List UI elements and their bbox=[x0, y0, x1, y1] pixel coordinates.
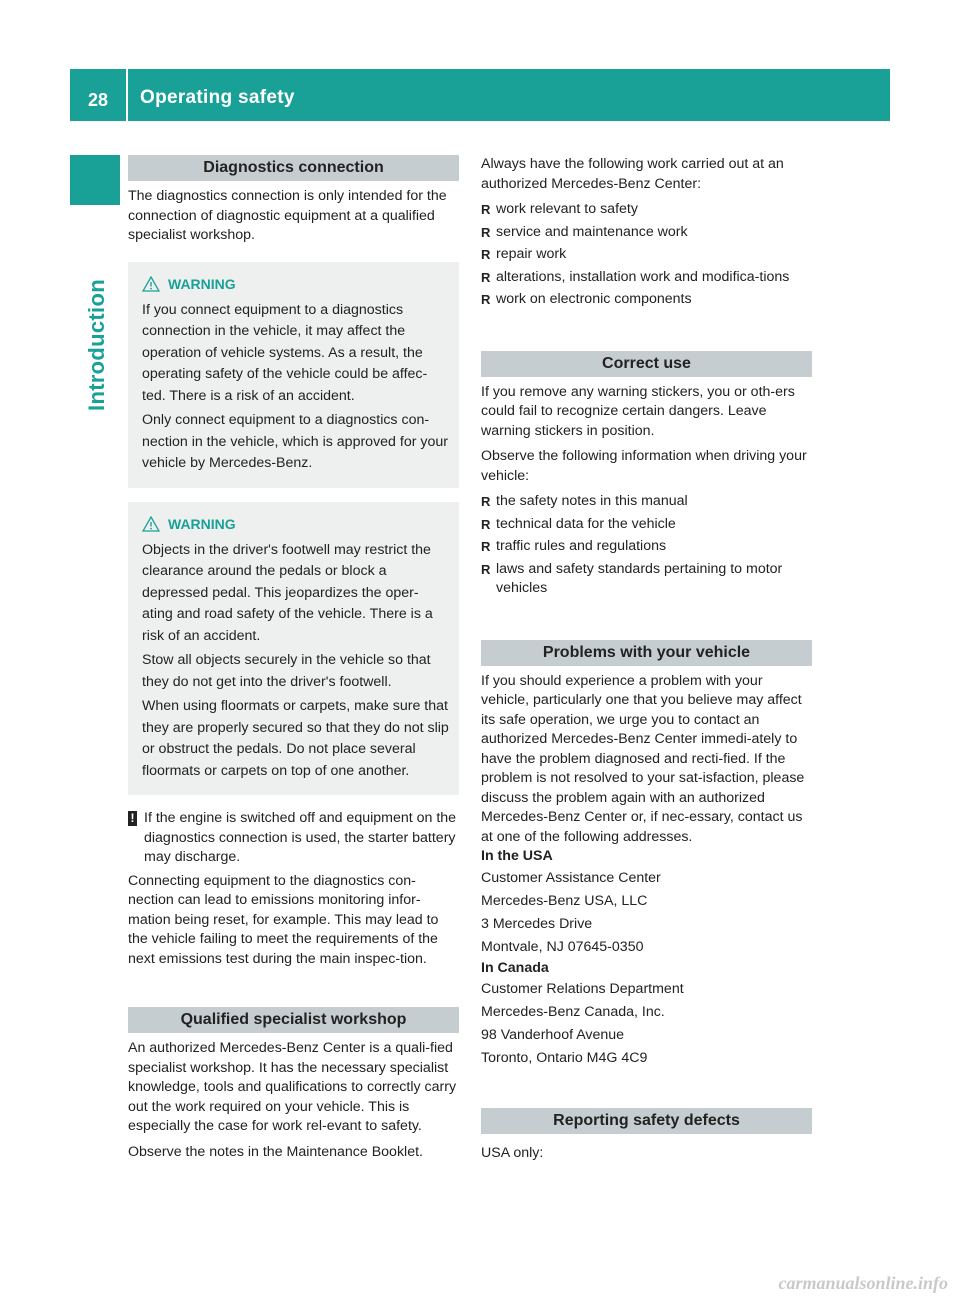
section-heading-qualified: Qualified specialist workshop bbox=[128, 1007, 459, 1033]
left-column bbox=[128, 155, 459, 1162]
bullet-icon: R bbox=[481, 247, 491, 262]
warning-box-diagnostics bbox=[128, 262, 459, 488]
bullet-icon: R bbox=[481, 269, 491, 285]
address-line: 3 Mercedes Drive bbox=[481, 915, 593, 932]
warning-text: Objects in the driver's footwell may restrict the clearance around the pedals or block a depressed pedal. This jeopardizes the oper-ating and road safety of the vehicle. There is a risk of an accident. bbox=[142, 541, 433, 644]
chapter-tab bbox=[70, 155, 120, 205]
right-column bbox=[481, 155, 812, 1164]
warning-text: Only connect equipment to a diagnostics con-nection in the vehicle, which is approved for your vehicle by Mercedes-Benz. bbox=[142, 412, 448, 471]
list-item: R the safety notes in this manual bbox=[481, 492, 812, 512]
correct-use-list bbox=[481, 492, 812, 599]
canada-heading: In Canada bbox=[481, 959, 549, 976]
diagnostics-text: The diagnostics connection is only intended for the connection of diagnostic equipment at a qualified specialist workshop. bbox=[128, 188, 447, 243]
correct-use-text-2: Observe the following information when driving your vehicle: bbox=[481, 448, 807, 484]
warning-box-footwell bbox=[128, 502, 459, 796]
warning-text: If you connect equipment to a diagnostics connection in the vehicle, it may affect the operation of vehicle systems. As a result, the operating safety of the vehicle could be affec-ted. There is a risk of an accident. bbox=[142, 301, 428, 404]
watermark: carmanualsonline.info bbox=[778, 1273, 948, 1293]
correct-use-text: If you remove any warning stickers, you or oth-ers could fail to recognize certain dangers. Leave warning stickers in position. bbox=[481, 383, 795, 439]
address-line: Toronto, Ontario M4G 4C9 bbox=[481, 1050, 648, 1066]
section-heading-correct-use: Correct use bbox=[481, 351, 812, 377]
warning-heading bbox=[128, 274, 449, 294]
exclamation-icon: ! bbox=[128, 811, 137, 826]
chapter-label: Introduction bbox=[84, 279, 109, 411]
bullet-icon: R bbox=[481, 494, 491, 509]
qualified-text-2: Observe the notes in the Maintenance Booklet. bbox=[128, 1143, 423, 1160]
address-line: Mercedes-Benz Canada, Inc. bbox=[481, 1004, 665, 1020]
warning-text: Stow all objects securely in the vehicle so that they do not get into the driver's footwell. bbox=[142, 652, 431, 690]
list-item: R work on electronic components bbox=[481, 290, 812, 310]
address-line: Mercedes-Benz USA, LLC bbox=[481, 892, 648, 909]
section-heading-diagnostics: Diagnostics connection bbox=[128, 155, 459, 181]
note bbox=[128, 809, 459, 868]
reporting-text: USA only: bbox=[481, 1145, 544, 1161]
usa-heading: In the USA bbox=[481, 848, 553, 864]
warning-label: WARNING bbox=[168, 275, 236, 292]
note-text: If the engine is switched off and equipment on the diagnostics connection is used, the starter battery may discharge. bbox=[144, 810, 457, 865]
section-heading-reporting: Reporting safety defects bbox=[481, 1108, 812, 1134]
list-item: R repair work bbox=[481, 245, 812, 265]
warning-triangle-icon bbox=[142, 516, 160, 532]
list-item: R traffic rules and regulations bbox=[481, 537, 812, 557]
bullet-icon: R bbox=[481, 539, 491, 554]
bullet-icon: R bbox=[481, 202, 491, 217]
list-item: R laws and safety standards pertaining to motor vehicles bbox=[481, 560, 783, 596]
address-line: Customer Assistance Center bbox=[481, 869, 661, 886]
warning-text: When using floormats or carpets, make sure that they are properly secured so that they do not slip or obstruct the pedals. Do not place several floormats or carpets on top of one another. bbox=[142, 698, 449, 779]
page-title: Operating safety bbox=[140, 87, 295, 108]
list-item: R technical data for the vehicle bbox=[481, 515, 812, 535]
address-line: Customer Relations Department bbox=[481, 981, 684, 997]
warning-triangle-icon bbox=[142, 276, 160, 292]
bullet-icon: R bbox=[481, 561, 491, 577]
address-line: 98 Vanderhoof Avenue bbox=[481, 1027, 625, 1043]
bullet-icon: R bbox=[481, 292, 491, 307]
list-item: R service and maintenance work bbox=[481, 223, 812, 243]
section-heading-problems: Problems with your vehicle bbox=[481, 640, 812, 666]
intro-text: Always have the following work carried out at an authorized Mercedes-Benz Center: bbox=[481, 156, 784, 192]
list-item: R work relevant to safety bbox=[481, 200, 812, 220]
qualified-text: An authorized Mercedes-Benz Center is a quali-fied specialist workshop. It has the necessary specialist knowledge, tools and qualifications to correctly carry out the work required on your vehicle. This is especially the case for work rel-evant to safety. bbox=[128, 1040, 457, 1134]
page-header bbox=[70, 69, 890, 121]
page-number: 28 bbox=[87, 89, 109, 110]
diagnostics-text-2: Connecting equipment to the diagnostics con-nection can lead to emissions monitoring infor-mation being reset, for example. This may lead to the vehicle failing to meet the requirements of the next emissions test during the main inspec-tion. bbox=[128, 872, 439, 967]
bullet-icon: R bbox=[481, 224, 491, 240]
list-item: R alterations, installation work and modifica-tions bbox=[481, 268, 812, 288]
work-list bbox=[481, 200, 812, 310]
problems-text: If you should experience a problem with your vehicle, particularly one that you believe may affect its safe operation, we urge you to contact an authorized Mercedes-Benz Center immedi-ately to have the problem diagnosed and recti-fied. If the problem is not resolved to your sat-isfaction, please discuss the problem again with an authorized Mercedes-Benz Center or, if nec-essary, contact us at one of the following addresses. bbox=[481, 672, 805, 845]
address-line: Montvale, NJ 07645-0350 bbox=[481, 938, 644, 955]
warning-heading bbox=[128, 514, 449, 534]
warning-label: WARNING bbox=[168, 515, 236, 532]
bullet-icon: R bbox=[481, 516, 491, 532]
